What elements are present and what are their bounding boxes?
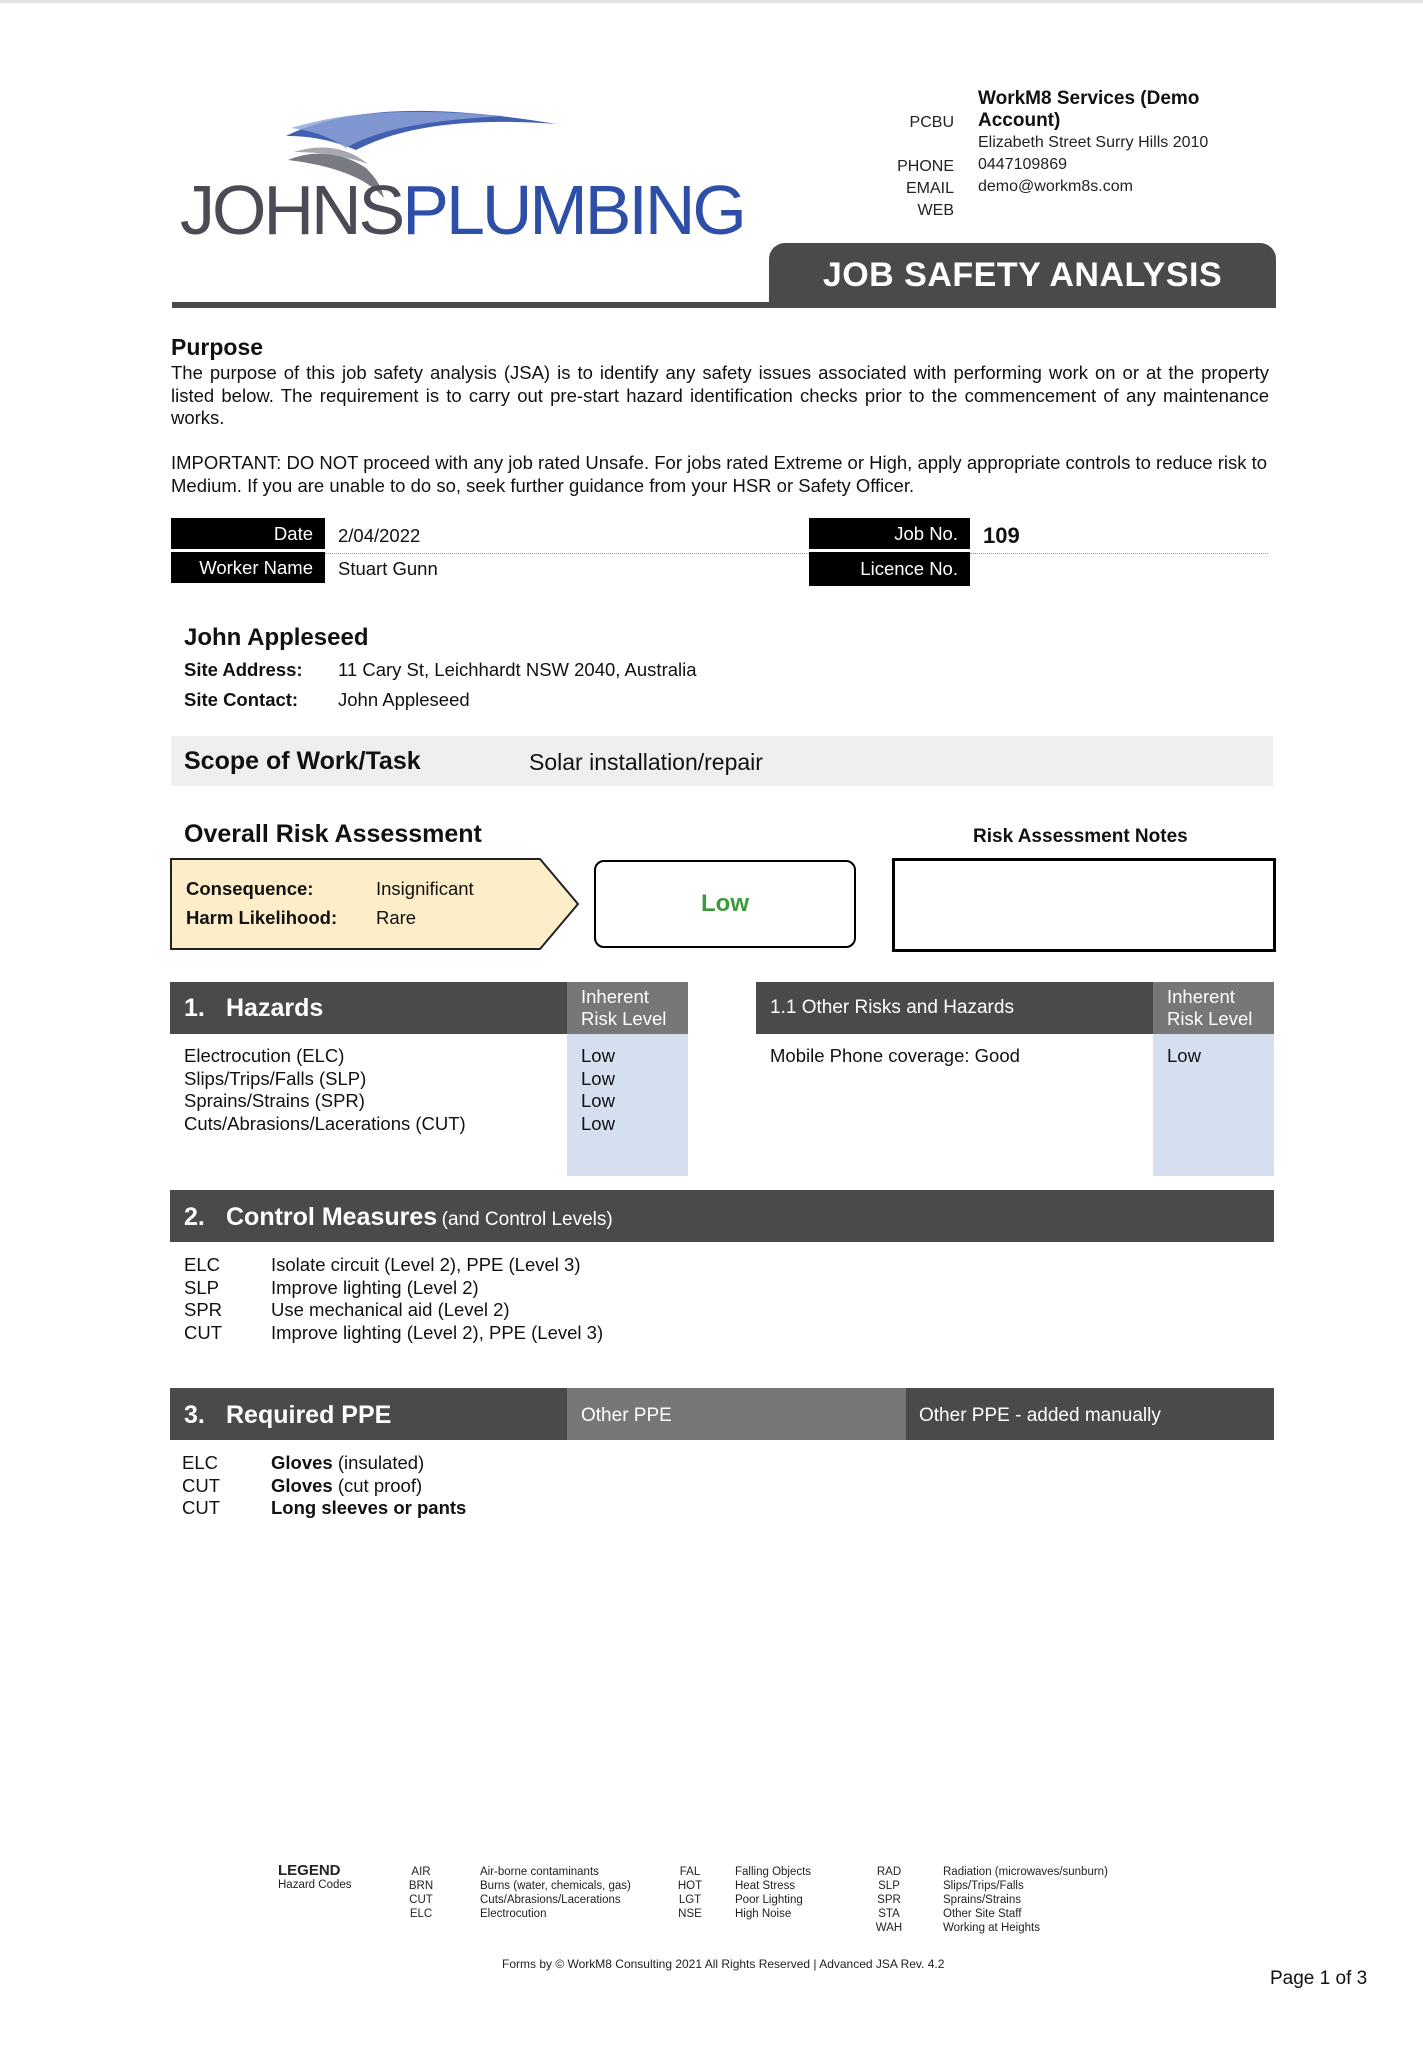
legend-heading: LEGEND Hazard Codes — [278, 1862, 352, 1891]
list-item: Sprains/Strains (SPR) — [184, 1090, 365, 1111]
site-contact-value: John Appleseed — [338, 689, 470, 710]
list-item: Slips/Trips/Falls (SLP) — [184, 1067, 367, 1089]
control-code: SLP — [184, 1276, 219, 1298]
control-text: Improve lighting (Level 2), PPE (Level 3) — [271, 1321, 604, 1343]
consequence-value: Insignificant — [376, 878, 474, 899]
pcbu-label: PCBU — [909, 114, 954, 131]
list-item: Electrocution (ELC) — [184, 1045, 345, 1066]
controls-list — [271, 1254, 603, 1344]
risk-value: Low — [581, 1067, 615, 1089]
risk-input-arrow — [170, 858, 580, 950]
controls-number: 2. — [184, 1203, 205, 1231]
risk-value: Low — [581, 1090, 615, 1111]
hazards-number: 1. — [184, 994, 205, 1022]
legend-names-3: Radiation (microwaves/sunburn) Slips/Trips/Falls Sprains/Strains Other Site Staff Working at Heights — [943, 1866, 1108, 1934]
company-info-labels — [880, 112, 954, 222]
controls-codes — [184, 1254, 222, 1344]
risk-value: Low — [581, 1045, 615, 1066]
ppe-number: 3. — [184, 1401, 205, 1429]
control-text: Isolate circuit (Level 2), PPE (Level 3) — [271, 1254, 581, 1275]
title-rule — [172, 302, 1276, 308]
email-label: EMAIL — [905, 180, 954, 197]
site-contact-label: Site Contact: — [184, 689, 299, 710]
legend-codes-3: RAD SLP SPR STA WAH — [875, 1866, 903, 1934]
company-address: Elizabeth Street Surry Hills 2010 — [978, 134, 1209, 151]
site-address-label: Site Address: — [184, 659, 303, 680]
consequence-label: Consequence: — [186, 878, 314, 899]
ppe-code: CUT — [182, 1497, 221, 1518]
hazards-risk-col-header: Inherent Risk Level — [567, 982, 688, 1034]
ppe-item: Gloves (insulated) — [271, 1452, 425, 1473]
ppe-code: CUT — [182, 1474, 221, 1496]
hazards-list — [184, 1045, 466, 1135]
page-number: Page 1 of 3 — [1270, 1968, 1368, 1989]
worker-name-label: Worker Name — [171, 552, 325, 583]
ppe-code: ELC — [182, 1452, 218, 1473]
purpose-text: The purpose of this job safety analysis (JSA) is to identify any safety issues associated with performing work on or at the property listed below. The requirement is to carry out pre-start hazard identification checks prior to the commencement of any maintenance works. — [171, 362, 1269, 428]
worker-name-value: Stuart Gunn — [338, 558, 438, 579]
likelihood-label: Harm Likelihood: — [186, 907, 338, 928]
top-edge — [0, 0, 1423, 3]
controls-subtitle: (and Control Levels) — [441, 1209, 613, 1230]
scope-value: Solar installation/repair — [529, 749, 763, 775]
controls-title: Control Measures — [226, 1203, 438, 1231]
ppe-title: Required PPE — [226, 1401, 392, 1429]
other-risk-value: Low — [1167, 1045, 1201, 1066]
controls-title-wrap — [226, 1203, 613, 1232]
likelihood-value: Rare — [376, 907, 417, 928]
phone-label: PHONE — [897, 158, 954, 175]
legend-codes-1: AIR BRN CUT ELC — [408, 1866, 434, 1920]
legend-names-1: Air-borne contaminants Burns (water, chemicals, gas) Cuts/Abrasions/Lacerations Electrocution — [480, 1866, 631, 1920]
web-label: WEB — [917, 202, 954, 219]
hazards-title: Hazards — [226, 994, 324, 1022]
company-info-values — [978, 88, 1278, 198]
legend-names-2: Falling Objects Heat Stress Poor Lighting High Noise — [735, 1866, 812, 1920]
date-label: Date — [171, 518, 325, 549]
other-risks-title: 1.1 Other Risks and Hazards — [770, 997, 1014, 1018]
overall-risk-rating: Low — [594, 860, 856, 948]
overall-risk-heading: Overall Risk Assessment — [184, 820, 482, 848]
site-address-value: 11 Cary St, Leichhardt NSW 2040, Australia — [338, 659, 697, 680]
ppe-codes — [182, 1452, 220, 1520]
footer-credits: Forms by © WorkM8 Consulting 2021 All Rights Reserved | Advanced JSA Rev. 4.2 — [502, 1957, 945, 1971]
scope-label: Scope of Work/Task — [184, 747, 421, 775]
ppe-item: Gloves (cut proof) — [271, 1474, 423, 1496]
risk-notes-box — [892, 858, 1276, 952]
important-text: IMPORTANT: DO NOT proceed with any job rated Unsafe. For jobs rated Extreme or High, apply appropriate controls to reduce risk to Medium. If you are unable to do so, seek further guidance from your HSR or Safety Officer. — [171, 452, 1268, 496]
purpose-heading: Purpose — [171, 334, 264, 360]
job-no-value: 109 — [983, 523, 1020, 548]
list-item: Cuts/Abrasions/Lacerations (CUT) — [184, 1112, 466, 1134]
client-name: John Appleseed — [184, 624, 369, 651]
control-text: Improve lighting (Level 2) — [271, 1276, 479, 1298]
control-code: SPR — [184, 1299, 223, 1320]
logo-wordmark: JOHNSPLUMBING — [180, 171, 744, 249]
other-risks-col-header: Inherent Risk Level — [1153, 982, 1274, 1034]
company-name: WorkM8 Services (Demo — [978, 88, 1200, 109]
control-code: ELC — [184, 1254, 220, 1275]
other-ppe-title: Other PPE — [581, 1405, 672, 1426]
risk-notes-heading: Risk Assessment Notes — [973, 826, 1188, 847]
job-no-label: Job No. — [809, 518, 970, 549]
date-value: 2/04/2022 — [338, 525, 421, 546]
hazards-risk-list — [581, 1045, 615, 1135]
control-code: CUT — [184, 1321, 223, 1343]
company-logo — [176, 108, 744, 249]
control-text: Use mechanical aid (Level 2) — [271, 1299, 510, 1320]
ppe-list — [271, 1452, 466, 1520]
licence-no-label: Licence No. — [809, 552, 970, 586]
manual-ppe-title: Other PPE - added manually — [919, 1405, 1161, 1426]
document-title: JOB SAFETY ANALYSIS — [769, 243, 1276, 307]
row-separator — [325, 553, 809, 554]
row-separator-right — [970, 553, 1268, 554]
company-email: demo@workm8s.com — [978, 178, 1133, 195]
ppe-item: Long sleeves or pants — [271, 1497, 467, 1518]
risk-value: Low — [581, 1112, 615, 1134]
legend-codes-2: FAL HOT LGT NSE — [677, 1866, 703, 1920]
other-risk-item: Mobile Phone coverage: Good — [770, 1045, 1020, 1066]
company-name-cont: Account) — [978, 110, 1061, 131]
company-phone: 0447109869 — [978, 156, 1067, 173]
